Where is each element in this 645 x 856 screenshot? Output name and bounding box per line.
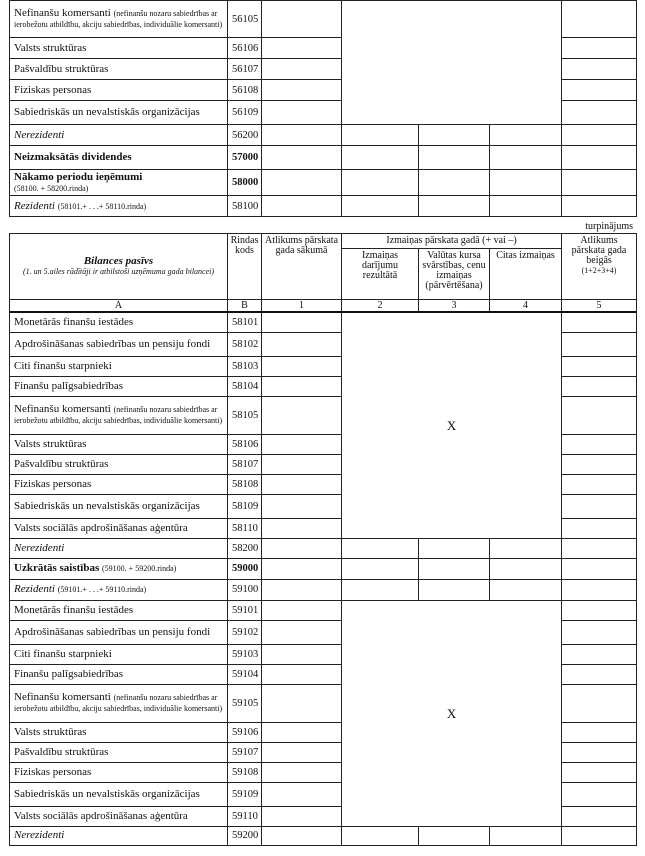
row-label: Pašvaldību struktūras xyxy=(10,742,228,762)
cell-col5[interactable] xyxy=(562,722,637,742)
header-col-2: Izmaiņas darījumu rezultātā xyxy=(342,249,419,300)
col-letter: 4 xyxy=(490,300,562,313)
row-code: 58104 xyxy=(228,376,262,396)
row-code: 59108 xyxy=(228,762,262,782)
cell-col1[interactable] xyxy=(262,538,342,558)
row-label: Sabiedriskās un nevalstiskās organizācijas xyxy=(10,782,228,806)
row-code: 58106 xyxy=(228,434,262,454)
row-code: 56108 xyxy=(228,80,262,101)
row-label: Finanšu palīgsabiedrības xyxy=(10,376,228,396)
cell-col5[interactable] xyxy=(562,474,637,494)
row-code: 56105 xyxy=(228,1,262,38)
cell-col2[interactable] xyxy=(342,558,419,579)
cell-col5[interactable] xyxy=(562,558,637,579)
row-code: 59200 xyxy=(228,826,262,845)
crossed-out-block: X xyxy=(342,600,562,826)
row-label: Rezidenti (59101.+ . . .+ 59110.rinda) xyxy=(10,579,228,600)
balance-liabilities-table xyxy=(9,233,637,846)
row-code: 58101 xyxy=(228,312,262,332)
row-label: Nefinanšu komersanti (nefinanšu nozaru sabiedrības ar ierobežotu atbildību, akciju sabiedrības, individuālie komersanti) xyxy=(10,684,228,722)
cell-col3[interactable] xyxy=(419,125,490,146)
cell-col5[interactable] xyxy=(562,600,637,620)
row-label: Monetārās finanšu iestādes xyxy=(10,600,228,620)
column-letter-row xyxy=(10,300,637,313)
cell-col4[interactable] xyxy=(490,170,562,196)
cell-col2[interactable] xyxy=(342,196,419,217)
cell-col5[interactable] xyxy=(562,494,637,518)
row-label: Nerezidenti xyxy=(10,125,228,146)
row-code: 56107 xyxy=(228,59,262,80)
header-col-5: Atlikums pārskata gada beigās (1+2+3+4) xyxy=(562,234,637,300)
row-label: Fiziskas personas xyxy=(10,474,228,494)
row-label: Citi finanšu starpnieki xyxy=(10,356,228,376)
row-label: Pašvaldību struktūras xyxy=(10,454,228,474)
col-letter: 2 xyxy=(342,300,419,313)
cell-col4[interactable] xyxy=(490,826,562,845)
row-label: Sabiedriskās un nevalstiskās organizācijas xyxy=(10,101,228,125)
table-row xyxy=(10,600,637,620)
col-letter: 3 xyxy=(419,300,490,313)
cell-col5[interactable] xyxy=(562,826,637,845)
row-code: 59000 xyxy=(228,558,262,579)
table-row xyxy=(10,826,637,845)
cell-col3[interactable] xyxy=(419,146,490,170)
row-code: 58100 xyxy=(228,196,262,217)
cell-col1[interactable] xyxy=(262,59,342,80)
cell-col1[interactable] xyxy=(262,494,342,518)
header-col-1: Atlikums pārskata gada sākumā xyxy=(262,234,342,300)
row-label: Pašvaldību struktūras xyxy=(10,59,228,80)
row-code: 59105 xyxy=(228,684,262,722)
header-col-3: Valūtas kursa svārstības, cenu izmaiņas (pārvērtēšana) xyxy=(419,249,490,300)
table-row xyxy=(10,125,637,146)
cell-col3[interactable] xyxy=(419,196,490,217)
cell-col2[interactable] xyxy=(342,538,419,558)
header-changes-group: Izmaiņas pārskata gadā (+ vai –) xyxy=(342,234,562,249)
row-label: Valsts struktūras xyxy=(10,38,228,59)
row-code: 59103 xyxy=(228,644,262,664)
cell-col5[interactable] xyxy=(562,742,637,762)
row-label: Citi finanšu starpnieki xyxy=(10,644,228,664)
cell-col1[interactable] xyxy=(262,1,342,38)
cell-col2[interactable] xyxy=(342,170,419,196)
table-row xyxy=(10,538,637,558)
cell-col5[interactable] xyxy=(562,38,637,59)
cell-col3[interactable] xyxy=(419,170,490,196)
cell-col1[interactable] xyxy=(262,518,342,538)
continued-label: turpinājums xyxy=(585,221,633,232)
row-label: Nerezidenti xyxy=(10,538,228,558)
cell-col1[interactable] xyxy=(262,762,342,782)
cell-col1[interactable] xyxy=(262,454,342,474)
cell-col5[interactable] xyxy=(562,146,637,170)
row-label: Nerezidenti xyxy=(10,826,228,845)
cell-col1[interactable] xyxy=(262,722,342,742)
header-row xyxy=(10,234,637,249)
row-code: 58000 xyxy=(228,170,262,196)
header-col-b: Rindas kods xyxy=(228,234,262,300)
cell-col5[interactable] xyxy=(562,806,637,826)
row-code: 59107 xyxy=(228,742,262,762)
cell-col4[interactable] xyxy=(490,125,562,146)
cell-col3[interactable] xyxy=(419,579,490,600)
row-label: Neizmaksātās dividendes xyxy=(10,146,228,170)
row-label: Finanšu palīgsabiedrības xyxy=(10,664,228,684)
cell-col5[interactable] xyxy=(562,312,637,332)
cell-col5[interactable] xyxy=(562,1,637,38)
cell-col5[interactable] xyxy=(562,59,637,80)
row-label: Nākamo periodu ieņēmumi (58100. + 58200.rinda) xyxy=(10,170,228,196)
cell-col5[interactable] xyxy=(562,684,637,722)
row-label: Apdrošināšanas sabiedrības un pensiju fondi xyxy=(10,620,228,644)
cell-col1[interactable] xyxy=(262,80,342,101)
row-code: 56106 xyxy=(228,38,262,59)
cell-col5[interactable] xyxy=(562,434,637,454)
row-code: 58200 xyxy=(228,538,262,558)
cell-col5[interactable] xyxy=(562,125,637,146)
cell-col1[interactable] xyxy=(262,664,342,684)
cell-col1[interactable] xyxy=(262,312,342,332)
cell-col2[interactable] xyxy=(342,125,419,146)
cell-col3[interactable] xyxy=(419,826,490,845)
cell-col5[interactable] xyxy=(562,579,637,600)
cell-col3[interactable] xyxy=(419,538,490,558)
cell-col1[interactable] xyxy=(262,38,342,59)
row-code: 58110 xyxy=(228,518,262,538)
balance-table-top xyxy=(9,0,637,217)
cell-col1[interactable] xyxy=(262,474,342,494)
cell-col1[interactable] xyxy=(262,196,342,217)
col-letter: A xyxy=(10,300,228,313)
row-label: Valsts struktūras xyxy=(10,434,228,454)
row-label: Sabiedriskās un nevalstiskās organizācijas xyxy=(10,494,228,518)
cell-col1[interactable] xyxy=(262,600,342,620)
cell-col4[interactable] xyxy=(490,558,562,579)
row-code: 58102 xyxy=(228,332,262,356)
cell-col5[interactable] xyxy=(562,782,637,806)
cell-col1[interactable] xyxy=(262,332,342,356)
table-row xyxy=(10,146,637,170)
crossed-out-block: X xyxy=(342,312,562,538)
cell-col3[interactable] xyxy=(419,558,490,579)
cell-col1[interactable] xyxy=(262,620,342,644)
cell-col4[interactable] xyxy=(490,146,562,170)
cell-col5[interactable] xyxy=(562,356,637,376)
table-row xyxy=(10,558,637,579)
cell-col2[interactable] xyxy=(342,579,419,600)
cell-col5[interactable] xyxy=(562,332,637,356)
crossed-out-block xyxy=(342,1,562,125)
row-label: Rezidenti (58101.+ . . .+ 58110.rinda) xyxy=(10,196,228,217)
row-code: 58103 xyxy=(228,356,262,376)
cell-col1[interactable] xyxy=(262,146,342,170)
cell-col1[interactable] xyxy=(262,376,342,396)
row-code: 56200 xyxy=(228,125,262,146)
cell-col2[interactable] xyxy=(342,826,419,845)
cell-col1[interactable] xyxy=(262,101,342,125)
cell-col1[interactable] xyxy=(262,806,342,826)
row-label: Valsts struktūras xyxy=(10,722,228,742)
cell-col5[interactable] xyxy=(562,762,637,782)
row-label: Nefinanšu komersanti (nefinanšu nozaru sabiedrības ar ierobežotu atbildību, akciju sabiedrības, individuālie komersanti) xyxy=(10,1,228,38)
cell-col5[interactable] xyxy=(562,454,637,474)
col-letter: B xyxy=(228,300,262,313)
row-code: 59106 xyxy=(228,722,262,742)
cell-col1[interactable] xyxy=(262,558,342,579)
row-label: Monetārās finanšu iestādes xyxy=(10,312,228,332)
header-col-a: Bilances pasīvs (1. un 5.ailes rādītāji ir atbilstoši uzņēmuma gada bilancei) xyxy=(10,234,228,300)
table-row xyxy=(10,1,637,38)
cell-col1[interactable] xyxy=(262,396,342,434)
cell-col1[interactable] xyxy=(262,684,342,722)
row-label: Fiziskas personas xyxy=(10,762,228,782)
cell-col5[interactable] xyxy=(562,620,637,644)
cell-col5[interactable] xyxy=(562,196,637,217)
row-code: 58108 xyxy=(228,474,262,494)
cell-col5[interactable] xyxy=(562,518,637,538)
cell-col5[interactable] xyxy=(562,644,637,664)
row-code: 59110 xyxy=(228,806,262,826)
cell-col1[interactable] xyxy=(262,826,342,845)
cell-col4[interactable] xyxy=(490,196,562,217)
table-row xyxy=(10,312,637,332)
cell-col5[interactable] xyxy=(562,376,637,396)
cell-col5[interactable] xyxy=(562,396,637,434)
row-code: 59104 xyxy=(228,664,262,684)
row-code: 59102 xyxy=(228,620,262,644)
row-label: Valsts sociālās apdrošināšanas aģentūra xyxy=(10,806,228,826)
table-row xyxy=(10,579,637,600)
header-col-4: Citas izmaiņas xyxy=(490,249,562,300)
cell-col4[interactable] xyxy=(490,579,562,600)
row-code: 59109 xyxy=(228,782,262,806)
cell-col1[interactable] xyxy=(262,782,342,806)
cell-col5[interactable] xyxy=(562,170,637,196)
row-label: Apdrošināšanas sabiedrības un pensiju fondi xyxy=(10,332,228,356)
row-code: 59101 xyxy=(228,600,262,620)
cell-col1[interactable] xyxy=(262,742,342,762)
cell-col2[interactable] xyxy=(342,146,419,170)
table-row xyxy=(10,170,637,196)
cell-col1[interactable] xyxy=(262,170,342,196)
row-code: 58107 xyxy=(228,454,262,474)
cell-col4[interactable] xyxy=(490,538,562,558)
cell-col1[interactable] xyxy=(262,356,342,376)
cell-col1[interactable] xyxy=(262,125,342,146)
cell-col1[interactable] xyxy=(262,644,342,664)
cell-col1[interactable] xyxy=(262,579,342,600)
row-code: 58109 xyxy=(228,494,262,518)
row-label: Fiziskas personas xyxy=(10,80,228,101)
cell-col1[interactable] xyxy=(262,434,342,454)
row-code: 56109 xyxy=(228,101,262,125)
cell-col5[interactable] xyxy=(562,538,637,558)
cell-col5[interactable] xyxy=(562,664,637,684)
row-code: 57000 xyxy=(228,146,262,170)
row-code: 59100 xyxy=(228,579,262,600)
table-row xyxy=(10,196,637,217)
row-label: Nefinanšu komersanti (nefinanšu nozaru sabiedrības ar ierobežotu atbildību, akciju sabiedrības, individuālie komersanti) xyxy=(10,396,228,434)
row-code: 58105 xyxy=(228,396,262,434)
col-letter: 1 xyxy=(262,300,342,313)
cell-col5[interactable] xyxy=(562,101,637,125)
row-label: Valsts sociālās apdrošināšanas aģentūra xyxy=(10,518,228,538)
cell-col5[interactable] xyxy=(562,80,637,101)
row-label: Uzkrātās saistības (59100. + 59200.rinda) xyxy=(10,558,228,579)
col-letter: 5 xyxy=(562,300,637,313)
